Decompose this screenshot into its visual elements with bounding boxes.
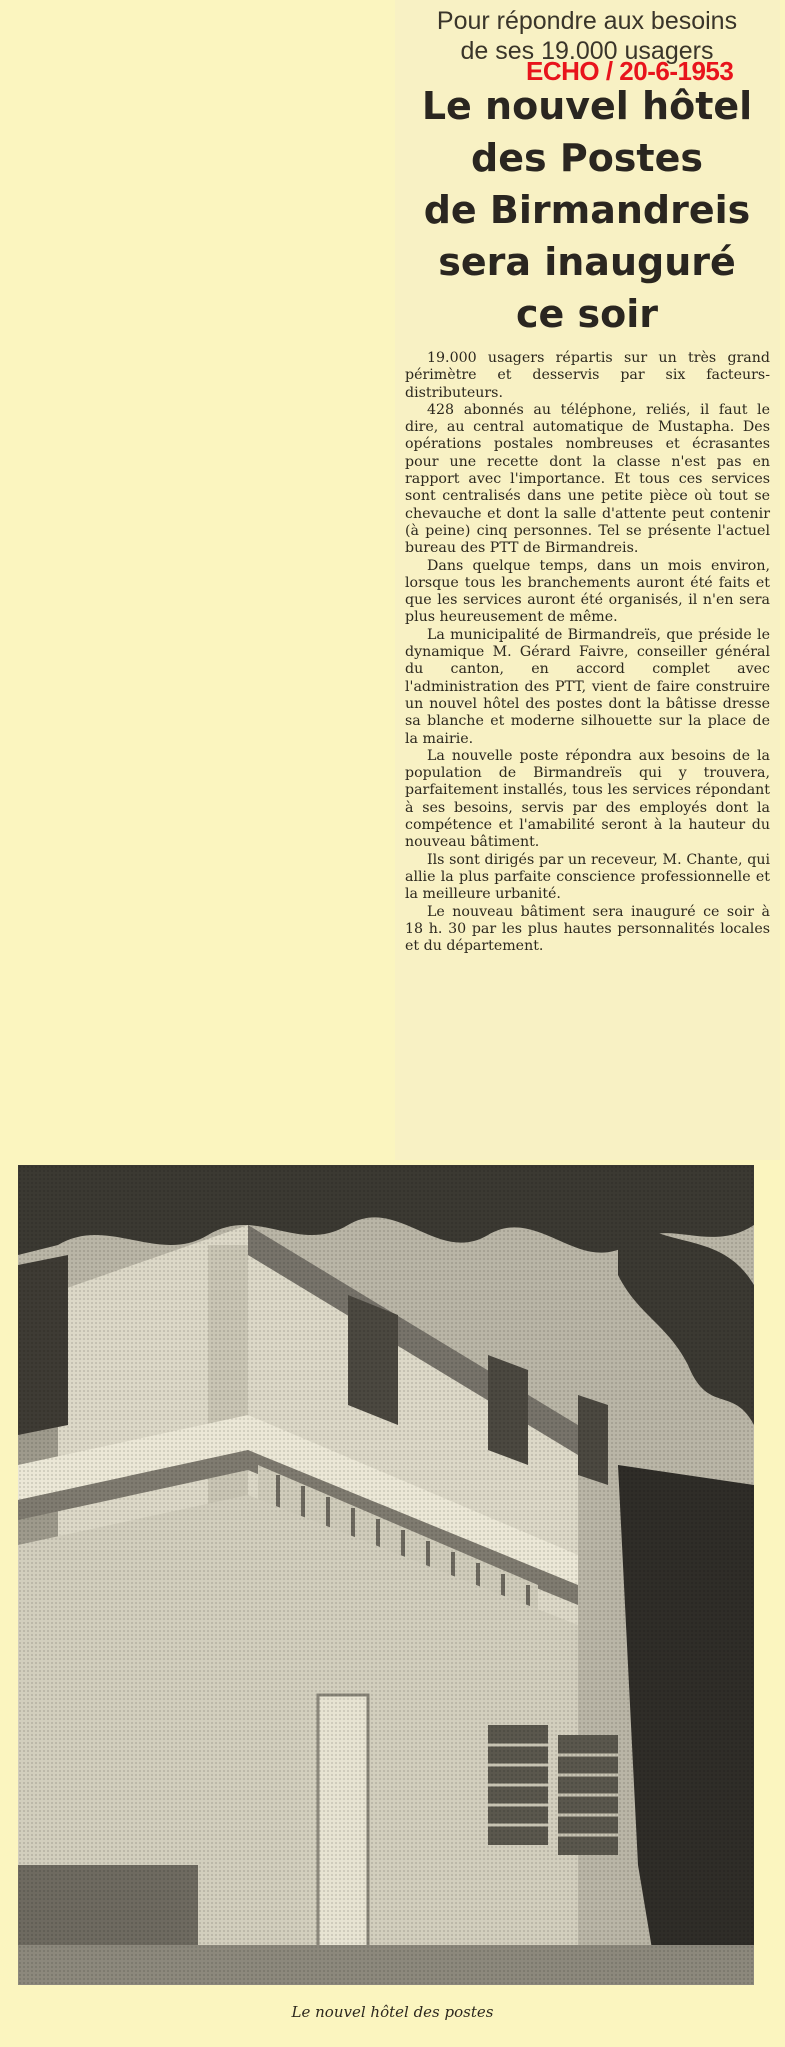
article-paragraph: La municipalité de Birmandreïs, que préside le dynamique M. Gérard Faivre, conseiller général du canton, en accord complet avec l'administration des PTT, vient de faire construire un nouvel hôtel des postes dont la bâtisse dresse sa blanche et moderne silhouette sur la place de la mairie.	[405, 626, 770, 747]
source-date-stamp: ECHO / 20-6-1953	[526, 56, 734, 86]
article-paragraph: 428 abonnés au téléphone, reliés, il faut le dire, au central automatique de Mustapha. Des opérations postales nombreuses et écrasantes pour une recette dont la classe n'est pas en rapport avec l'importance. Et tous ces services sont centralisés dans une petite pièce où tout se chevauche et dont la salle d'attente peut contenir (à peine) cinq personnes. Tel se présente l'actuel bureau des PTT de Birmandreis.	[405, 401, 770, 557]
article-paragraph: 19.000 usagers répartis sur un très grand périmètre et desservis par six facteurs-distributeurs.	[405, 350, 770, 401]
headline-line: de Birmandreis	[423, 188, 751, 232]
headline-line: Le nouvel hôtel	[421, 84, 753, 128]
building-illustration	[18, 1165, 754, 1985]
article-paragraph: La nouvelle poste répondra aux besoins de la population de Birmandreïs qui y trouvera, parfaitement installés, tous les services répondant à ses besoins, servis par des employés dont la compétence et l'amabilité seront à la hauteur du nouveau bâtiment.	[405, 747, 770, 851]
article-paragraph: Dans quelque temps, dans un mois environ, lorsque tous les branchements auront été faits et que les services auront été organisés, il n'en sera plus heureusement de même.	[405, 557, 770, 626]
article-paragraph: Ils sont dirigés par un receveur, M. Chante, qui allie la plus parfaite conscience professionnelle et la meilleure urbanité.	[405, 851, 770, 903]
headline-line: des Postes	[471, 136, 703, 180]
post-office-photo	[18, 1165, 754, 1985]
article-body	[405, 350, 770, 955]
headline-line: ce soir	[515, 292, 659, 336]
photo-caption: Le nouvel hôtel des postes	[291, 2003, 494, 2021]
article-paragraph: Le nouveau bâtiment sera inauguré ce soir à 18 h. 30 par les plus hautes personnalités locales et du département.	[405, 903, 770, 955]
headline-line: sera inauguré	[438, 240, 736, 284]
article-headline	[402, 80, 772, 340]
kicker-line-2: de ses 19.000 usagers	[460, 37, 714, 65]
kicker-line-1: Pour répondre aux besoins	[436, 7, 738, 35]
